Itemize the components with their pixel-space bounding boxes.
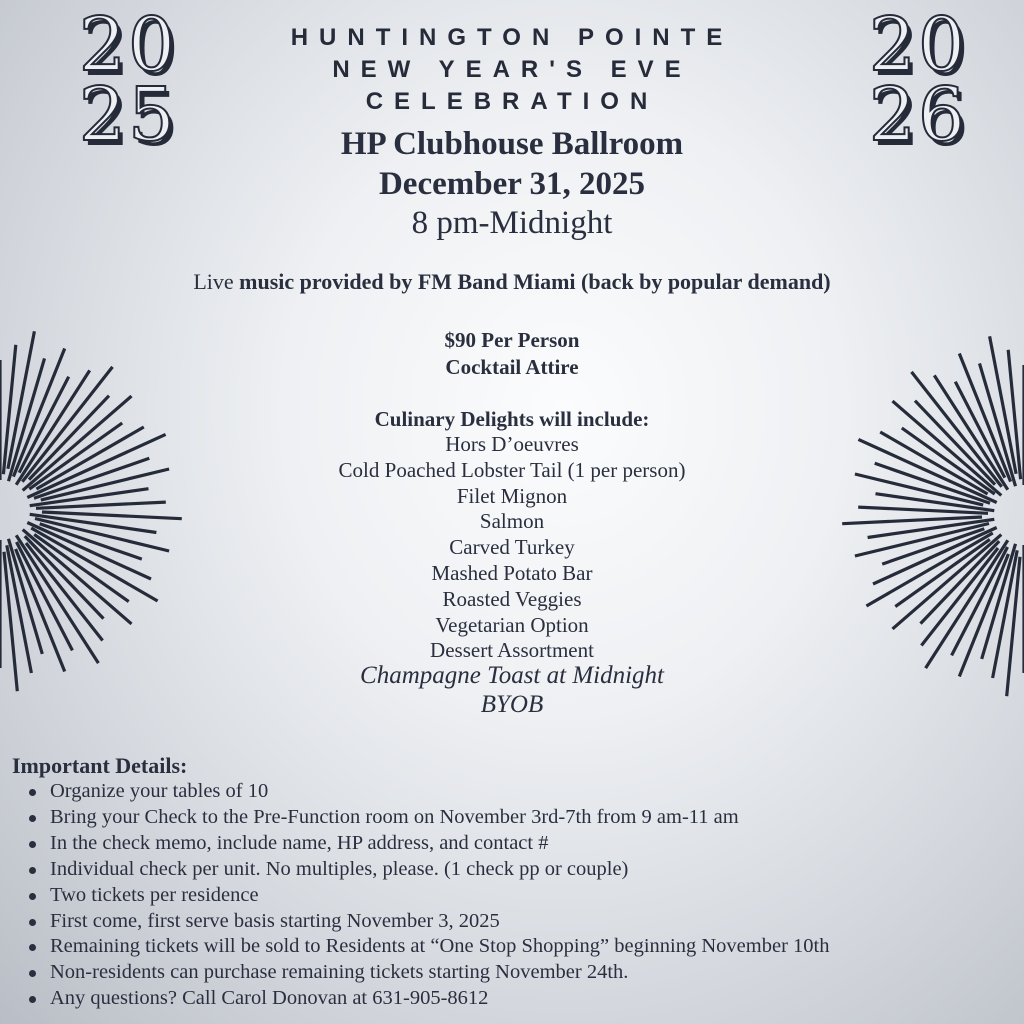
champagne-toast: Champagne Toast at Midnight <box>360 662 664 689</box>
menu-item: Mashed Potato Bar <box>431 560 593 585</box>
event-time: 8 pm-Midnight <box>411 205 613 241</box>
menu-item: Hors D’oeuvres <box>445 432 579 456</box>
details-heading: Important Details: <box>12 753 188 778</box>
menu-item: Carved Turkey <box>449 535 575 560</box>
details-list <box>12 779 829 1012</box>
byob-note: BYOB <box>480 691 544 718</box>
bullet-icon <box>29 867 36 874</box>
bullet-icon <box>29 919 36 926</box>
starburst-left-icon <box>0 330 190 700</box>
title-line-2: NEW YEAR'S EVE <box>332 56 692 83</box>
year-2025-bottom: 25 <box>78 72 178 158</box>
detail-item: Non-residents can purchase remaining tickets starting November 24th. <box>12 960 829 986</box>
bullet-icon <box>29 815 36 822</box>
burst-ray <box>959 354 1010 482</box>
music-line <box>0 267 1024 297</box>
ticket-price: $90 Per Person <box>444 328 580 352</box>
year-2026-bottom: 26 <box>868 72 968 158</box>
detail-item: Any questions? Call Carol Donovan at 631-905-8612 <box>12 986 829 1012</box>
title-line-1: HUNTINGTON POINTE <box>290 24 734 51</box>
burst-ray <box>34 534 129 601</box>
burst-ray <box>13 349 64 477</box>
bullet-icon <box>29 841 36 848</box>
detail-item: Individual check per unit. No multiples, please. (1 check pp or couple) <box>12 857 829 883</box>
music-prefix: Live <box>193 269 240 294</box>
menu-item: Cold Poached Lobster Tail (1 per person) <box>338 457 686 482</box>
year-2025-top: 20 <box>78 2 178 88</box>
event-title <box>200 22 824 118</box>
burst-ray <box>16 549 65 672</box>
detail-item: First come, first serve basis starting November 3, 2025 <box>12 909 829 935</box>
title-line-3: CELEBRATION <box>365 88 659 115</box>
detail-item: Organize your tables of 10 <box>12 779 829 805</box>
detail-item: Two tickets per residence <box>12 883 829 909</box>
menu-item: Filet Mignon <box>456 483 568 508</box>
culinary-heading: Culinary Delights will include: <box>374 407 650 431</box>
menu-item: Roasted Veggies <box>442 586 582 611</box>
menu-item: Salmon <box>479 509 545 534</box>
detail-item: Bring your Check to the Pre-Function room on November 3rd-7th from 9 am-11 am <box>12 805 829 831</box>
year-2026-top: 20 <box>868 2 968 88</box>
bullet-icon <box>29 996 36 1003</box>
music-description: music provided by FM Band Miami (back by popular demand) <box>239 269 831 294</box>
bullet-icon <box>29 944 36 951</box>
bullet-icon <box>29 789 36 796</box>
bullet-icon <box>29 970 36 977</box>
dress-code: Cocktail Attire <box>445 355 579 379</box>
event-date: December 31, 2025 <box>378 166 646 202</box>
starburst-right-icon <box>834 330 1024 700</box>
burst-ray <box>959 554 1008 677</box>
detail-item: Remaining tickets will be sold to Residents at “One Stop Shopping” beginning November 10th <box>12 934 829 960</box>
bullet-icon <box>29 893 36 900</box>
menu-item: Dessert Assortment <box>430 638 594 663</box>
venue: HP Clubhouse Ballroom <box>340 126 684 162</box>
burst-ray <box>895 539 990 606</box>
menu-item: Vegetarian Option <box>435 612 589 637</box>
detail-item: In the check memo, include name, HP address, and contact # <box>12 831 829 857</box>
